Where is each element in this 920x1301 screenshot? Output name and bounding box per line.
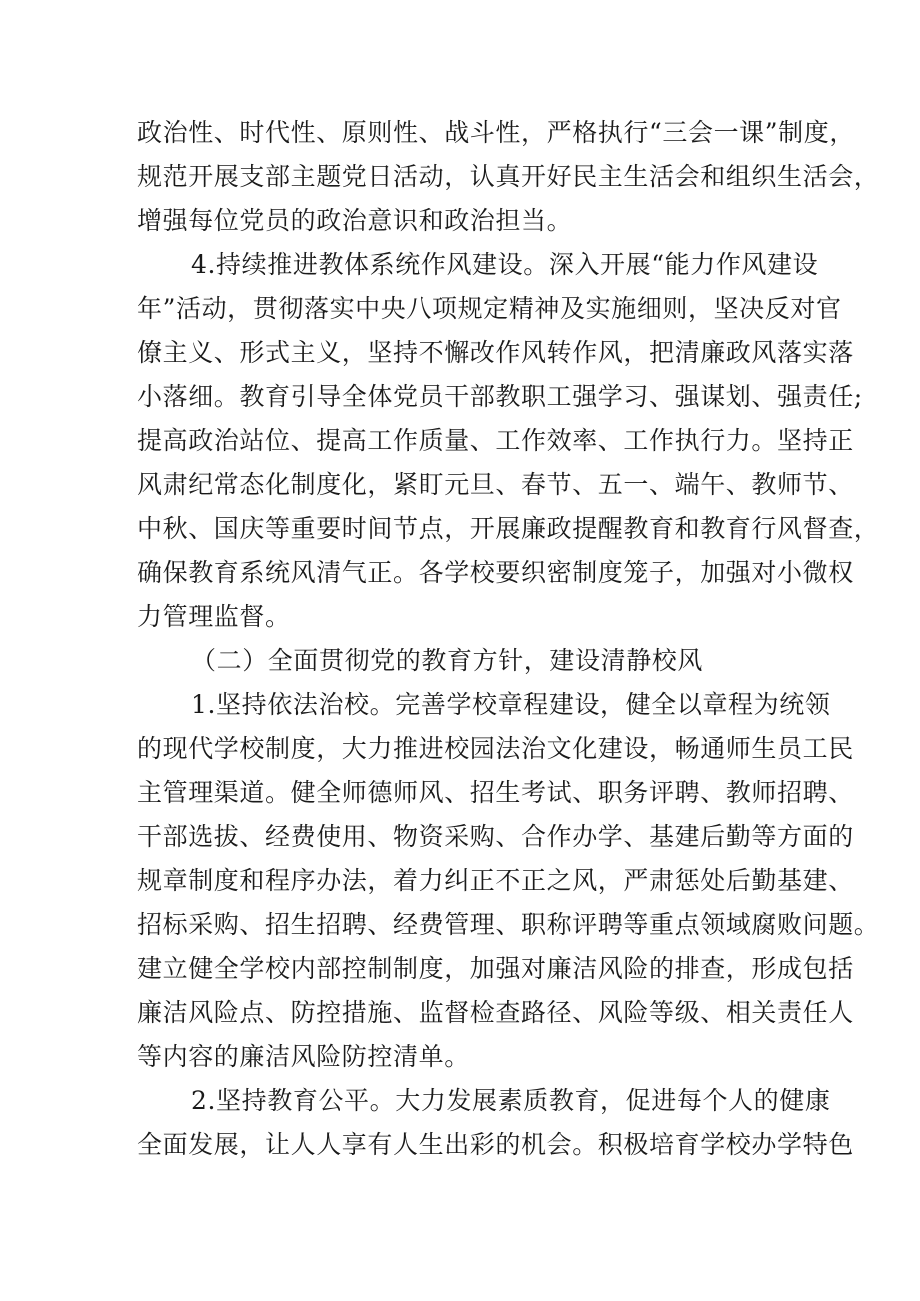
text-line: 政治性、时代性、原则性、战斗性，严格执行“三会一课”制度， xyxy=(137,118,855,147)
text-line: 确保教育系统风清气正。各学校要织密制度笼子，加强对小微权 xyxy=(137,558,854,587)
text-line: 2.坚持教育公平。大力发展素质教育，促进每个人的健康 xyxy=(191,1086,831,1115)
text-line: 规范开展支部主题党日活动，认真开好民主生活会和组织生活会， xyxy=(137,162,880,191)
text-line: 规章制度和程序办法，着力纠正不正之风，严肃惩处后勤基建、 xyxy=(137,866,854,895)
text-line: 风肃纪常态化制度化，紧盯元旦、春节、五一、端午、教师节、 xyxy=(137,470,854,499)
text-line: 1.坚持依法治校。完善学校章程建设，健全以章程为统领 xyxy=(191,690,831,719)
text-line: 全面发展，让人人享有人生出彩的机会。积极培育学校办学特色 xyxy=(137,1130,854,1159)
section-heading-text: （二）全面贯彻党的教育方针，建设清静校风 xyxy=(191,646,704,675)
text-line: 提高政治站位、提高工作质量、工作效率、工作执行力。坚持正 xyxy=(137,426,854,455)
text-line: 的现代学校制度，大力推进校园法治文化建设，畅通师生员工民 xyxy=(137,734,854,763)
text-line: 小落细。教育引导全体党员干部教职工强学习、强谋划、强责任; xyxy=(137,382,863,411)
text-line: 主管理渠道。健全师德师风、招生考试、职务评聘、教师招聘、 xyxy=(137,778,854,807)
text-line: 建立健全学校内部控制制度，加强对廉洁风险的排查，形成包括 xyxy=(137,954,854,983)
paragraph-item-2 xyxy=(137,1079,854,1167)
text-line: 中秋、国庆等重要时间节点，开展廉政提醒教育和教育行风督查， xyxy=(137,514,880,543)
paragraph-continued xyxy=(137,111,880,243)
text-line: 增强每位党员的政治意识和政治担当。 xyxy=(137,206,573,235)
paragraph-item-4 xyxy=(137,243,880,639)
text-line: 等内容的廉洁风险防控清单。 xyxy=(137,1042,470,1071)
text-line: 干部选拔、经费使用、物资采购、合作办学、基建后勤等方面的 xyxy=(137,822,854,851)
text-line: 年”活动，贯彻落实中央八项规定精神及实施细则，坚决反对官 xyxy=(137,294,842,323)
paragraph-item-1 xyxy=(137,683,880,1079)
text-line: 僚主义、形式主义，坚持不懈改作风转作风，把清廉政风落实落 xyxy=(137,338,854,367)
text-line: 4.持续推进教体系统作风建设。深入开展“能力作风建设 xyxy=(191,250,819,279)
section-heading xyxy=(137,639,809,683)
text-line: 力管理监督。 xyxy=(137,602,291,631)
text-line: 招标采购、招生招聘、经费管理、职称评聘等重点领域腐败问题。 xyxy=(137,910,880,939)
document-page xyxy=(137,111,880,1167)
text-line: 廉洁风险点、防控措施、监督检查路径、风险等级、相关责任人 xyxy=(137,998,854,1027)
